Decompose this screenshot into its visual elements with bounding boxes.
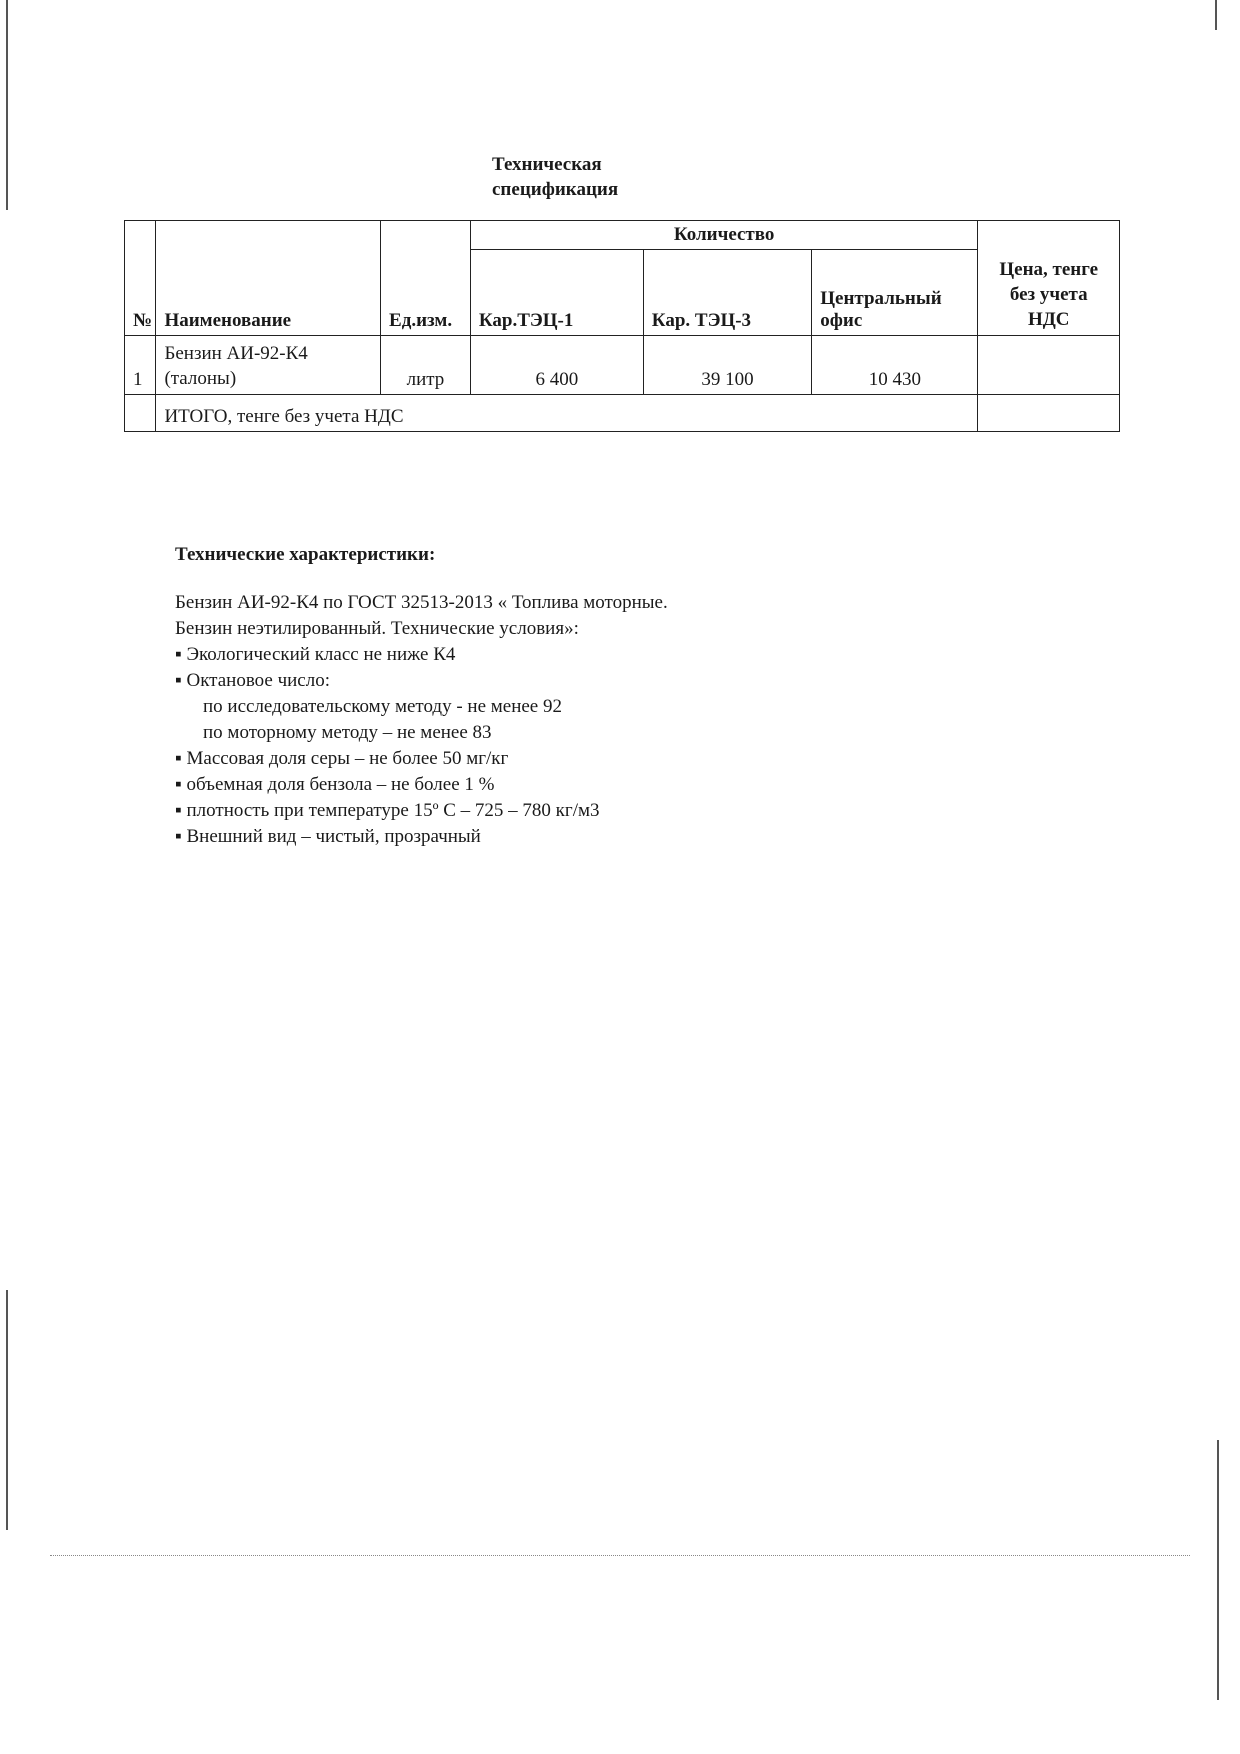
header-price-line-1: Цена, тенге bbox=[999, 259, 1099, 280]
specification-table bbox=[124, 220, 1120, 432]
scan-edge-right-lower bbox=[1217, 1440, 1219, 1700]
row-unit: литр bbox=[381, 336, 471, 395]
header-unit: Ед.изм. bbox=[381, 221, 471, 336]
scan-dotted-line bbox=[50, 1555, 1190, 1556]
char-line: ▪ Внешний вид – чистый, прозрачный bbox=[175, 826, 481, 847]
header-central-office bbox=[812, 250, 978, 336]
header-central-office-line-2: офис bbox=[820, 310, 863, 331]
char-line: ▪ плотность при температуре 15º С – 725 – 780 кг/м3 bbox=[175, 800, 600, 821]
document-title bbox=[492, 152, 618, 202]
table-row bbox=[125, 336, 1120, 395]
header-no: № bbox=[125, 221, 156, 336]
header-name: Наименование bbox=[156, 221, 381, 336]
char-line: ▪ объемная доля бензола – не более 1 % bbox=[175, 774, 495, 795]
total-no-cell bbox=[125, 395, 156, 432]
header-central-office-line-1: Центральный bbox=[820, 288, 942, 309]
row-no: 1 bbox=[125, 336, 156, 395]
title-line-1: Техническая bbox=[492, 154, 602, 175]
characteristics-list bbox=[175, 590, 668, 850]
row-name bbox=[156, 336, 381, 395]
title-line-2: спецификация bbox=[492, 179, 619, 200]
characteristics-heading: Технические характеристики: bbox=[175, 544, 436, 565]
row-price bbox=[978, 336, 1120, 395]
row-qty-central-office: 10 430 bbox=[812, 336, 978, 395]
row-name-line-1: Бензин АИ-92-К4 bbox=[164, 343, 308, 364]
row-qty-karteс-1: 6 400 bbox=[470, 336, 643, 395]
char-line: Бензин неэтилированный. Технические условия»: bbox=[175, 618, 579, 639]
char-line: по исследовательскому методу - не менее 92 bbox=[203, 696, 562, 717]
header-price-line-2: без учета bbox=[1009, 284, 1088, 305]
scan-edge-right bbox=[1215, 0, 1217, 30]
char-line: по моторному методу – не менее 83 bbox=[203, 722, 492, 743]
row-name-line-2: (талоны) bbox=[164, 368, 237, 389]
total-value bbox=[978, 395, 1120, 432]
scan-edge-left bbox=[6, 0, 8, 210]
char-line: ▪ Массовая доля серы – не более 50 мг/кг bbox=[175, 748, 509, 769]
char-line: Бензин АИ-92-К4 по ГОСТ 32513-2013 « Топлива моторные. bbox=[175, 592, 668, 613]
total-label: ИТОГО, тенге без учета НДС bbox=[156, 395, 978, 432]
header-quantity: Количество bbox=[470, 221, 978, 250]
header-karteс-1: Кар.ТЭЦ-1 bbox=[470, 250, 643, 336]
header-karteс-3: Кар. ТЭЦ-3 bbox=[643, 250, 811, 336]
header-price bbox=[978, 221, 1120, 336]
scan-edge-left-lower bbox=[6, 1290, 8, 1530]
char-line: ▪ Октановое число: bbox=[175, 670, 330, 691]
char-line: ▪ Экологический класс не ниже К4 bbox=[175, 644, 456, 665]
header-price-line-3: НДС bbox=[1027, 309, 1070, 330]
table-row-total bbox=[125, 395, 1120, 432]
row-qty-karteс-3: 39 100 bbox=[643, 336, 811, 395]
